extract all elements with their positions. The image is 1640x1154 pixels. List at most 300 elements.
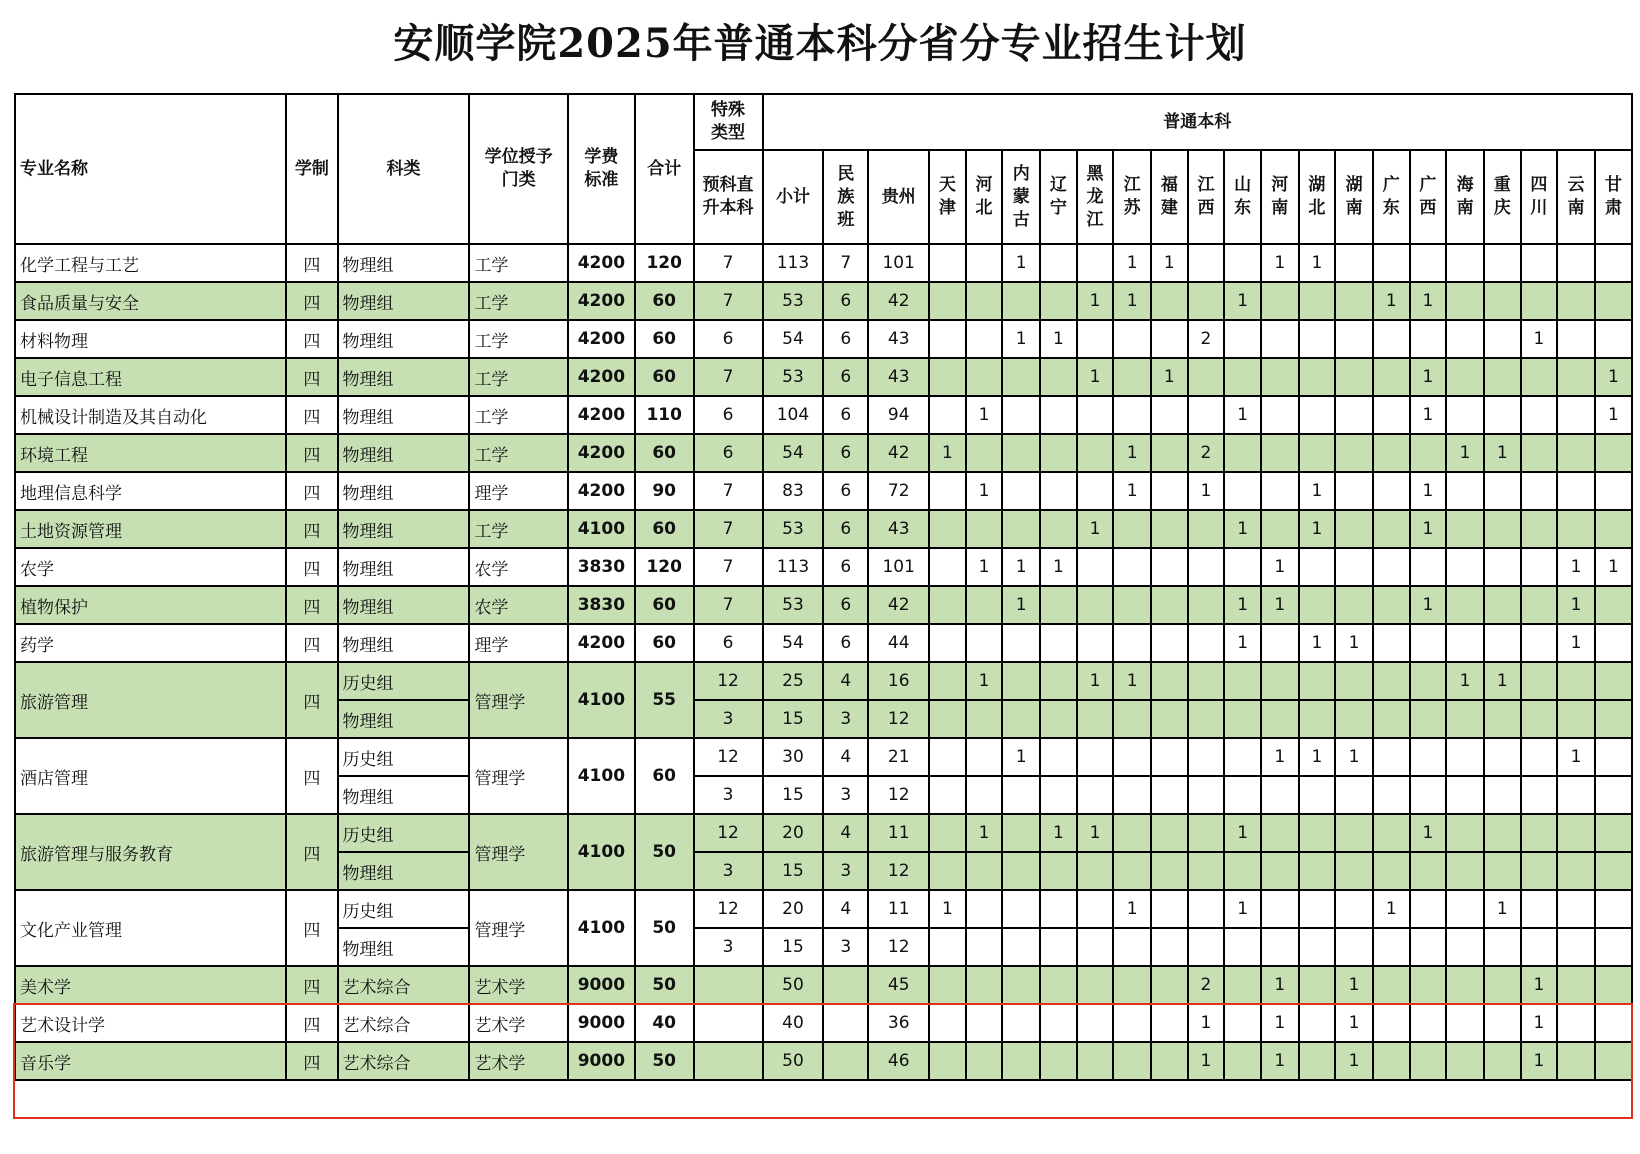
table-row	[15, 624, 1632, 662]
province-quota-cell: 1	[1484, 434, 1521, 472]
province-quota-cell	[1261, 510, 1299, 548]
province-quota-cell	[929, 1004, 966, 1042]
province-quota-cell	[1373, 548, 1410, 586]
ethnic-class: 6	[823, 396, 868, 434]
province-quota-cell: 1	[1557, 624, 1595, 662]
province-quota-cell: 1	[1557, 548, 1595, 586]
ethnic-class: 6	[823, 282, 868, 320]
province-quota-cell	[1446, 472, 1484, 510]
province-quota-cell	[1335, 928, 1373, 966]
province-quota-cell	[1446, 814, 1484, 852]
province-quota-cell	[1040, 738, 1077, 776]
province-quota-cell	[1521, 282, 1558, 320]
major-name: 音乐学	[15, 1042, 286, 1080]
province-quota-cell	[1151, 472, 1188, 510]
subject-category: 艺术综合	[338, 1042, 470, 1080]
special-quota: 12	[694, 890, 763, 928]
province-quota-cell	[1261, 320, 1299, 358]
province-quota-cell	[1335, 548, 1373, 586]
province-quota-cell	[1040, 966, 1077, 1004]
province-quota-cell: 46	[868, 1042, 929, 1080]
province-quota-cell	[1040, 472, 1077, 510]
province-quota-cell	[966, 890, 1003, 928]
province-quota-cell	[1410, 738, 1447, 776]
province-quota-cell	[1595, 320, 1632, 358]
province-quota-cell	[1077, 396, 1114, 434]
province-quota-cell: 1	[1224, 282, 1261, 320]
province-quota-cell: 44	[868, 624, 929, 662]
province-quota-cell	[966, 1042, 1003, 1080]
province-quota-cell	[1151, 738, 1188, 776]
province-quota-cell	[929, 282, 966, 320]
province-quota-cell	[1299, 928, 1336, 966]
province-quota-cell: 21	[868, 738, 929, 776]
province-quota-cell	[1373, 1004, 1410, 1042]
major-name: 旅游管理	[15, 662, 286, 738]
province-quota-cell	[1521, 396, 1558, 434]
province-quota-cell	[1299, 966, 1336, 1004]
province-quota-cell	[1151, 890, 1188, 928]
province-quota-cell	[1151, 700, 1188, 738]
province-quota-cell	[1299, 852, 1336, 890]
province-quota-cell: 1	[1521, 320, 1558, 358]
degree-category: 管理学	[469, 814, 567, 890]
province-quota-cell: 1	[1410, 358, 1447, 396]
province-quota-cell	[1335, 434, 1373, 472]
province-quota-cell	[1077, 434, 1114, 472]
study-years: 四	[286, 320, 337, 358]
province-quota-cell	[1188, 510, 1225, 548]
province-quota-cell	[1002, 852, 1040, 890]
province-quota-cell	[1151, 1042, 1188, 1080]
province-quota-cell	[966, 282, 1003, 320]
ethnic-class	[823, 966, 868, 1004]
province-quota-cell: 1	[1188, 1042, 1225, 1080]
table-row	[15, 320, 1632, 358]
tuition: 4200	[568, 396, 635, 434]
table-row	[15, 396, 1632, 434]
province-quota-cell: 42	[868, 434, 929, 472]
province-quota-cell	[1188, 814, 1225, 852]
province-quota-cell	[1521, 434, 1558, 472]
province-quota-cell	[1224, 472, 1261, 510]
province-quota-cell: 16	[868, 662, 929, 700]
province-quota-cell	[1484, 320, 1521, 358]
province-quota-cell	[929, 928, 966, 966]
province-quota-cell	[1002, 1042, 1040, 1080]
total: 55	[635, 662, 694, 738]
province-quota-cell	[1557, 776, 1595, 814]
province-quota-cell	[1446, 928, 1484, 966]
special-quota: 7	[694, 548, 763, 586]
province-quota-cell	[1521, 358, 1558, 396]
province-quota-cell: 1	[1261, 244, 1299, 282]
header-ethnic: 民族班	[823, 150, 868, 244]
province-quota-cell	[1299, 396, 1336, 434]
ethnic-class: 6	[823, 624, 868, 662]
province-quota-cell: 42	[868, 586, 929, 624]
province-quota-cell	[1113, 548, 1151, 586]
study-years: 四	[286, 1042, 337, 1080]
province-quota-cell	[966, 320, 1003, 358]
province-quota-cell	[1373, 928, 1410, 966]
province-quota-cell: 1	[1595, 548, 1632, 586]
province-quota-cell	[1040, 1004, 1077, 1042]
province-quota-cell	[1557, 358, 1595, 396]
major-name: 酒店管理	[15, 738, 286, 814]
province-quota-cell: 1	[1299, 510, 1336, 548]
province-quota-cell	[1151, 966, 1188, 1004]
province-quota-cell: 1	[1410, 282, 1447, 320]
province-quota-cell	[1113, 320, 1151, 358]
province-quota-cell: 1	[1002, 320, 1040, 358]
province-quota-cell	[1077, 1004, 1114, 1042]
province-quota-cell	[1446, 624, 1484, 662]
province-quota-cell	[1151, 662, 1188, 700]
province-quota-cell	[1113, 396, 1151, 434]
special-quota: 3	[694, 928, 763, 966]
province-quota-cell	[1521, 890, 1558, 928]
province-quota-cell	[1595, 738, 1632, 776]
total: 110	[635, 396, 694, 434]
special-quota: 3	[694, 700, 763, 738]
province-quota-cell	[1595, 700, 1632, 738]
province-quota-cell: 1	[1446, 662, 1484, 700]
province-quota-cell	[1299, 320, 1336, 358]
province-quota-cell	[1373, 624, 1410, 662]
province-quota-cell	[1557, 244, 1595, 282]
subject-category: 物理组	[338, 320, 470, 358]
province-quota-cell	[1188, 358, 1225, 396]
province-quota-cell: 1	[1335, 738, 1373, 776]
province-quota-cell	[1299, 814, 1336, 852]
province-quota-cell	[1077, 928, 1114, 966]
header-province: 黑龙江	[1077, 150, 1114, 244]
province-quota-cell: 1	[929, 434, 966, 472]
province-quota-cell: 1	[1224, 396, 1261, 434]
subtotal: 104	[763, 396, 824, 434]
degree-category: 工学	[469, 282, 567, 320]
province-quota-cell	[1521, 244, 1558, 282]
study-years: 四	[286, 890, 337, 966]
province-quota-cell	[929, 662, 966, 700]
province-quota-cell: 11	[868, 890, 929, 928]
header-degree: 学位授予门类	[469, 94, 567, 244]
province-quota-cell	[1373, 738, 1410, 776]
table-row	[15, 890, 1632, 928]
subject-category: 物理组	[338, 624, 470, 662]
province-quota-cell	[1557, 320, 1595, 358]
province-quota-cell: 1	[1335, 1042, 1373, 1080]
major-name: 农学	[15, 548, 286, 586]
province-quota-cell	[1521, 776, 1558, 814]
province-quota-cell	[966, 586, 1003, 624]
degree-category: 农学	[469, 586, 567, 624]
total: 50	[635, 814, 694, 890]
province-quota-cell	[1410, 662, 1447, 700]
province-quota-cell	[1224, 548, 1261, 586]
major-name: 食品质量与安全	[15, 282, 286, 320]
province-quota-cell: 1	[1040, 320, 1077, 358]
province-quota-cell: 43	[868, 358, 929, 396]
subtotal: 54	[763, 624, 824, 662]
province-quota-cell: 1	[1595, 396, 1632, 434]
province-quota-cell	[1113, 510, 1151, 548]
header-special: 特殊类型	[694, 94, 763, 150]
province-quota-cell	[1261, 358, 1299, 396]
province-quota-cell: 1	[1446, 434, 1484, 472]
major-name: 地理信息科学	[15, 472, 286, 510]
table-row	[15, 662, 1632, 700]
province-quota-cell	[929, 320, 966, 358]
province-quota-cell	[1446, 700, 1484, 738]
province-quota-cell	[1446, 776, 1484, 814]
province-quota-cell: 1	[1484, 662, 1521, 700]
enrollment-plan-table	[14, 93, 1633, 1081]
province-quota-cell: 1	[1002, 244, 1040, 282]
province-quota-cell: 1	[1521, 966, 1558, 1004]
header-province: 江苏	[1113, 150, 1151, 244]
province-quota-cell	[1151, 548, 1188, 586]
province-quota-cell	[1595, 472, 1632, 510]
province-quota-cell	[1410, 434, 1447, 472]
special-quota: 7	[694, 586, 763, 624]
province-quota-cell: 94	[868, 396, 929, 434]
header-province: 贵州	[868, 150, 929, 244]
special-quota: 7	[694, 510, 763, 548]
province-quota-cell	[1188, 776, 1225, 814]
province-quota-cell	[1484, 472, 1521, 510]
degree-category: 理学	[469, 624, 567, 662]
province-quota-cell	[1224, 852, 1261, 890]
province-quota-cell	[966, 510, 1003, 548]
province-quota-cell	[1188, 586, 1225, 624]
subtotal: 54	[763, 320, 824, 358]
total: 60	[635, 358, 694, 396]
province-quota-cell	[1261, 700, 1299, 738]
province-quota-cell	[1040, 852, 1077, 890]
province-quota-cell	[1557, 472, 1595, 510]
province-quota-cell	[1151, 814, 1188, 852]
province-quota-cell: 1	[1410, 472, 1447, 510]
special-quota: 3	[694, 852, 763, 890]
province-quota-cell	[966, 852, 1003, 890]
ethnic-class: 3	[823, 852, 868, 890]
province-quota-cell	[1224, 1042, 1261, 1080]
tuition: 3830	[568, 548, 635, 586]
province-quota-cell	[1077, 586, 1114, 624]
province-quota-cell	[1299, 586, 1336, 624]
province-quota-cell: 1	[1224, 510, 1261, 548]
province-quota-cell	[1557, 662, 1595, 700]
study-years: 四	[286, 396, 337, 434]
total: 50	[635, 966, 694, 1004]
degree-category: 工学	[469, 396, 567, 434]
province-quota-cell	[1595, 510, 1632, 548]
special-quota: 6	[694, 434, 763, 472]
subtotal: 25	[763, 662, 824, 700]
special-quota: 6	[694, 396, 763, 434]
degree-category: 管理学	[469, 662, 567, 738]
province-quota-cell	[1002, 814, 1040, 852]
province-quota-cell	[1335, 510, 1373, 548]
province-quota-cell	[1077, 890, 1114, 928]
province-quota-cell	[1188, 700, 1225, 738]
tuition: 9000	[568, 1042, 635, 1080]
major-name: 植物保护	[15, 586, 286, 624]
province-quota-cell	[1299, 890, 1336, 928]
subtotal: 113	[763, 244, 824, 282]
subtotal: 50	[763, 966, 824, 1004]
total: 60	[635, 738, 694, 814]
province-quota-cell: 1	[1002, 586, 1040, 624]
special-quota: 7	[694, 358, 763, 396]
province-quota-cell	[1261, 472, 1299, 510]
subject-category: 物理组	[338, 776, 470, 814]
tuition: 4200	[568, 282, 635, 320]
province-quota-cell	[1595, 282, 1632, 320]
province-quota-cell	[1335, 282, 1373, 320]
table-row	[15, 434, 1632, 472]
province-quota-cell: 1	[1335, 624, 1373, 662]
tuition: 4200	[568, 358, 635, 396]
province-quota-cell	[1557, 814, 1595, 852]
province-quota-cell	[1410, 320, 1447, 358]
subtotal: 30	[763, 738, 824, 776]
province-quota-cell	[1040, 244, 1077, 282]
header-system: 学制	[286, 94, 337, 244]
province-quota-cell	[1261, 814, 1299, 852]
province-quota-cell	[1484, 548, 1521, 586]
province-quota-cell	[1373, 966, 1410, 1004]
province-quota-cell: 1	[1077, 814, 1114, 852]
special-quota: 12	[694, 738, 763, 776]
province-quota-cell: 1	[1224, 814, 1261, 852]
province-quota-cell	[1484, 396, 1521, 434]
province-quota-cell	[1113, 776, 1151, 814]
province-quota-cell	[929, 396, 966, 434]
province-quota-cell: 1	[1113, 434, 1151, 472]
province-quota-cell	[1595, 966, 1632, 1004]
province-quota-cell	[1484, 586, 1521, 624]
ethnic-class: 6	[823, 586, 868, 624]
province-quota-cell	[1410, 966, 1447, 1004]
province-quota-cell	[1557, 1042, 1595, 1080]
province-quota-cell	[1077, 320, 1114, 358]
province-quota-cell	[1040, 510, 1077, 548]
province-quota-cell: 101	[868, 548, 929, 586]
province-quota-cell	[1224, 966, 1261, 1004]
province-quota-cell	[1151, 510, 1188, 548]
study-years: 四	[286, 548, 337, 586]
province-quota-cell	[966, 700, 1003, 738]
province-quota-cell	[929, 586, 966, 624]
ethnic-class	[823, 1004, 868, 1042]
total: 50	[635, 890, 694, 966]
province-quota-cell	[1002, 510, 1040, 548]
province-quota-cell	[1373, 814, 1410, 852]
subtotal: 53	[763, 358, 824, 396]
study-years: 四	[286, 586, 337, 624]
province-quota-cell	[1595, 776, 1632, 814]
province-quota-cell: 1	[1261, 738, 1299, 776]
province-quota-cell	[929, 966, 966, 1004]
province-quota-cell: 12	[868, 928, 929, 966]
province-quota-cell: 1	[1224, 624, 1261, 662]
province-quota-cell	[1188, 282, 1225, 320]
subject-category: 历史组	[338, 890, 470, 928]
tuition: 3830	[568, 586, 635, 624]
subtotal: 54	[763, 434, 824, 472]
special-quota	[694, 1042, 763, 1080]
province-quota-cell	[1446, 244, 1484, 282]
study-years: 四	[286, 1004, 337, 1042]
study-years: 四	[286, 358, 337, 396]
major-name: 环境工程	[15, 434, 286, 472]
major-name: 药学	[15, 624, 286, 662]
study-years: 四	[286, 738, 337, 814]
degree-category: 管理学	[469, 890, 567, 966]
province-quota-cell	[1040, 776, 1077, 814]
province-quota-cell	[1040, 282, 1077, 320]
province-quota-cell	[1410, 548, 1447, 586]
province-quota-cell	[1077, 548, 1114, 586]
province-quota-cell: 72	[868, 472, 929, 510]
province-quota-cell: 1	[966, 548, 1003, 586]
subject-category: 物理组	[338, 396, 470, 434]
table-row	[15, 1042, 1632, 1080]
province-quota-cell: 1	[966, 396, 1003, 434]
province-quota-cell: 1	[1188, 1004, 1225, 1042]
degree-category: 农学	[469, 548, 567, 586]
province-quota-cell	[1410, 776, 1447, 814]
province-quota-cell	[1484, 966, 1521, 1004]
province-quota-cell	[1446, 586, 1484, 624]
province-quota-cell: 42	[868, 282, 929, 320]
table-row	[15, 1004, 1632, 1042]
province-quota-cell	[1446, 282, 1484, 320]
subtotal: 50	[763, 1042, 824, 1080]
special-quota	[694, 966, 763, 1004]
province-quota-cell: 1	[1261, 586, 1299, 624]
province-quota-cell	[1188, 244, 1225, 282]
header-province: 甘肃	[1595, 150, 1632, 244]
province-quota-cell: 1	[1410, 396, 1447, 434]
total: 60	[635, 282, 694, 320]
province-quota-cell	[1261, 928, 1299, 966]
subject-category: 物理组	[338, 586, 470, 624]
province-quota-cell: 36	[868, 1004, 929, 1042]
table-row	[15, 472, 1632, 510]
province-quota-cell	[1484, 1004, 1521, 1042]
province-quota-cell	[1224, 320, 1261, 358]
subtotal: 20	[763, 890, 824, 928]
province-quota-cell: 1	[1299, 244, 1336, 282]
province-quota-cell: 1	[966, 662, 1003, 700]
province-quota-cell	[1557, 700, 1595, 738]
province-quota-cell	[1521, 624, 1558, 662]
tuition: 4100	[568, 814, 635, 890]
province-quota-cell	[1077, 966, 1114, 1004]
province-quota-cell: 43	[868, 320, 929, 358]
degree-category: 管理学	[469, 738, 567, 814]
province-quota-cell: 1	[1299, 624, 1336, 662]
degree-category: 工学	[469, 358, 567, 396]
ethnic-class: 4	[823, 662, 868, 700]
province-quota-cell	[1151, 434, 1188, 472]
province-quota-cell	[1521, 586, 1558, 624]
province-quota-cell	[1410, 244, 1447, 282]
